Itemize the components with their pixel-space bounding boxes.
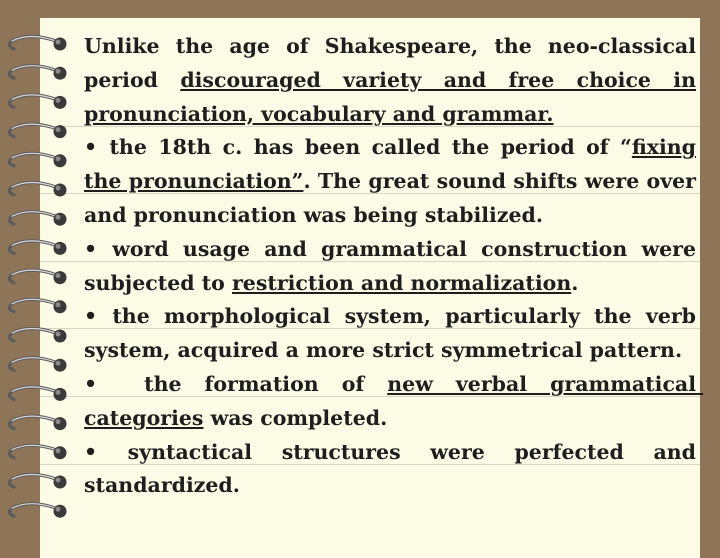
binding-ring bbox=[9, 475, 66, 489]
bullet-icon: • bbox=[84, 371, 98, 396]
bullet-item bbox=[84, 233, 696, 301]
bullet-icon: • bbox=[84, 304, 98, 329]
slide-content bbox=[84, 30, 704, 503]
bullet-icon: • bbox=[84, 135, 98, 160]
bullet-item bbox=[84, 131, 696, 232]
binding-ring bbox=[9, 241, 66, 255]
bullet-item bbox=[84, 300, 696, 368]
binding-ring bbox=[9, 504, 66, 518]
bullet-text: the formation of bbox=[98, 371, 388, 396]
binding-ring bbox=[9, 358, 66, 372]
bullet-item bbox=[84, 368, 704, 436]
bullet-underlined-text: restriction and normalization bbox=[231, 270, 572, 295]
binding-ring bbox=[9, 416, 66, 430]
bullet-underlined-text: fixing the pronunciation” bbox=[84, 135, 696, 194]
binding-ring bbox=[9, 37, 66, 51]
bullet-underlined-text: new verbal grammatical categories bbox=[84, 371, 704, 430]
intro-text: Unlike the age of Shakespeare, the neo-classical period bbox=[84, 34, 696, 92]
bullet-text: the 18th c. has been called the period of “ bbox=[109, 135, 632, 160]
binding-ring bbox=[9, 153, 66, 167]
intro-underlined-text: discouraged variety and free choice in pronunciation, vocabulary and grammar. bbox=[84, 67, 697, 126]
bullet-text: syntactical structures were perfected and standardized. bbox=[84, 439, 696, 498]
binding-ring bbox=[9, 183, 66, 197]
bullet-text-end: . bbox=[571, 270, 579, 295]
binding-ring bbox=[9, 445, 66, 459]
binding-ring bbox=[9, 212, 66, 226]
binding-ring bbox=[9, 270, 66, 284]
bullet-icon: • bbox=[84, 236, 98, 261]
bullet-text-end: . The great sound shifts were over and pronunciation was being stabilized. bbox=[84, 169, 696, 227]
binding-ring bbox=[9, 66, 66, 80]
bullet-item bbox=[84, 436, 696, 504]
bullet-text: the morphological system, particularly the verb system, acquired a more strict symmetrical pattern. bbox=[84, 304, 696, 363]
binding-ring bbox=[9, 329, 66, 343]
binding-ring bbox=[9, 299, 66, 313]
bullet-icon: • bbox=[84, 439, 98, 464]
intro-paragraph bbox=[84, 30, 696, 131]
binding-ring bbox=[9, 95, 66, 109]
binding-ring bbox=[9, 124, 66, 138]
binding-ring bbox=[9, 387, 66, 401]
spiral-binding bbox=[0, 0, 80, 540]
bullet-text: word usage and grammatical construction were subjected to bbox=[84, 236, 696, 295]
bullet-text-end: was completed. bbox=[203, 405, 388, 430]
